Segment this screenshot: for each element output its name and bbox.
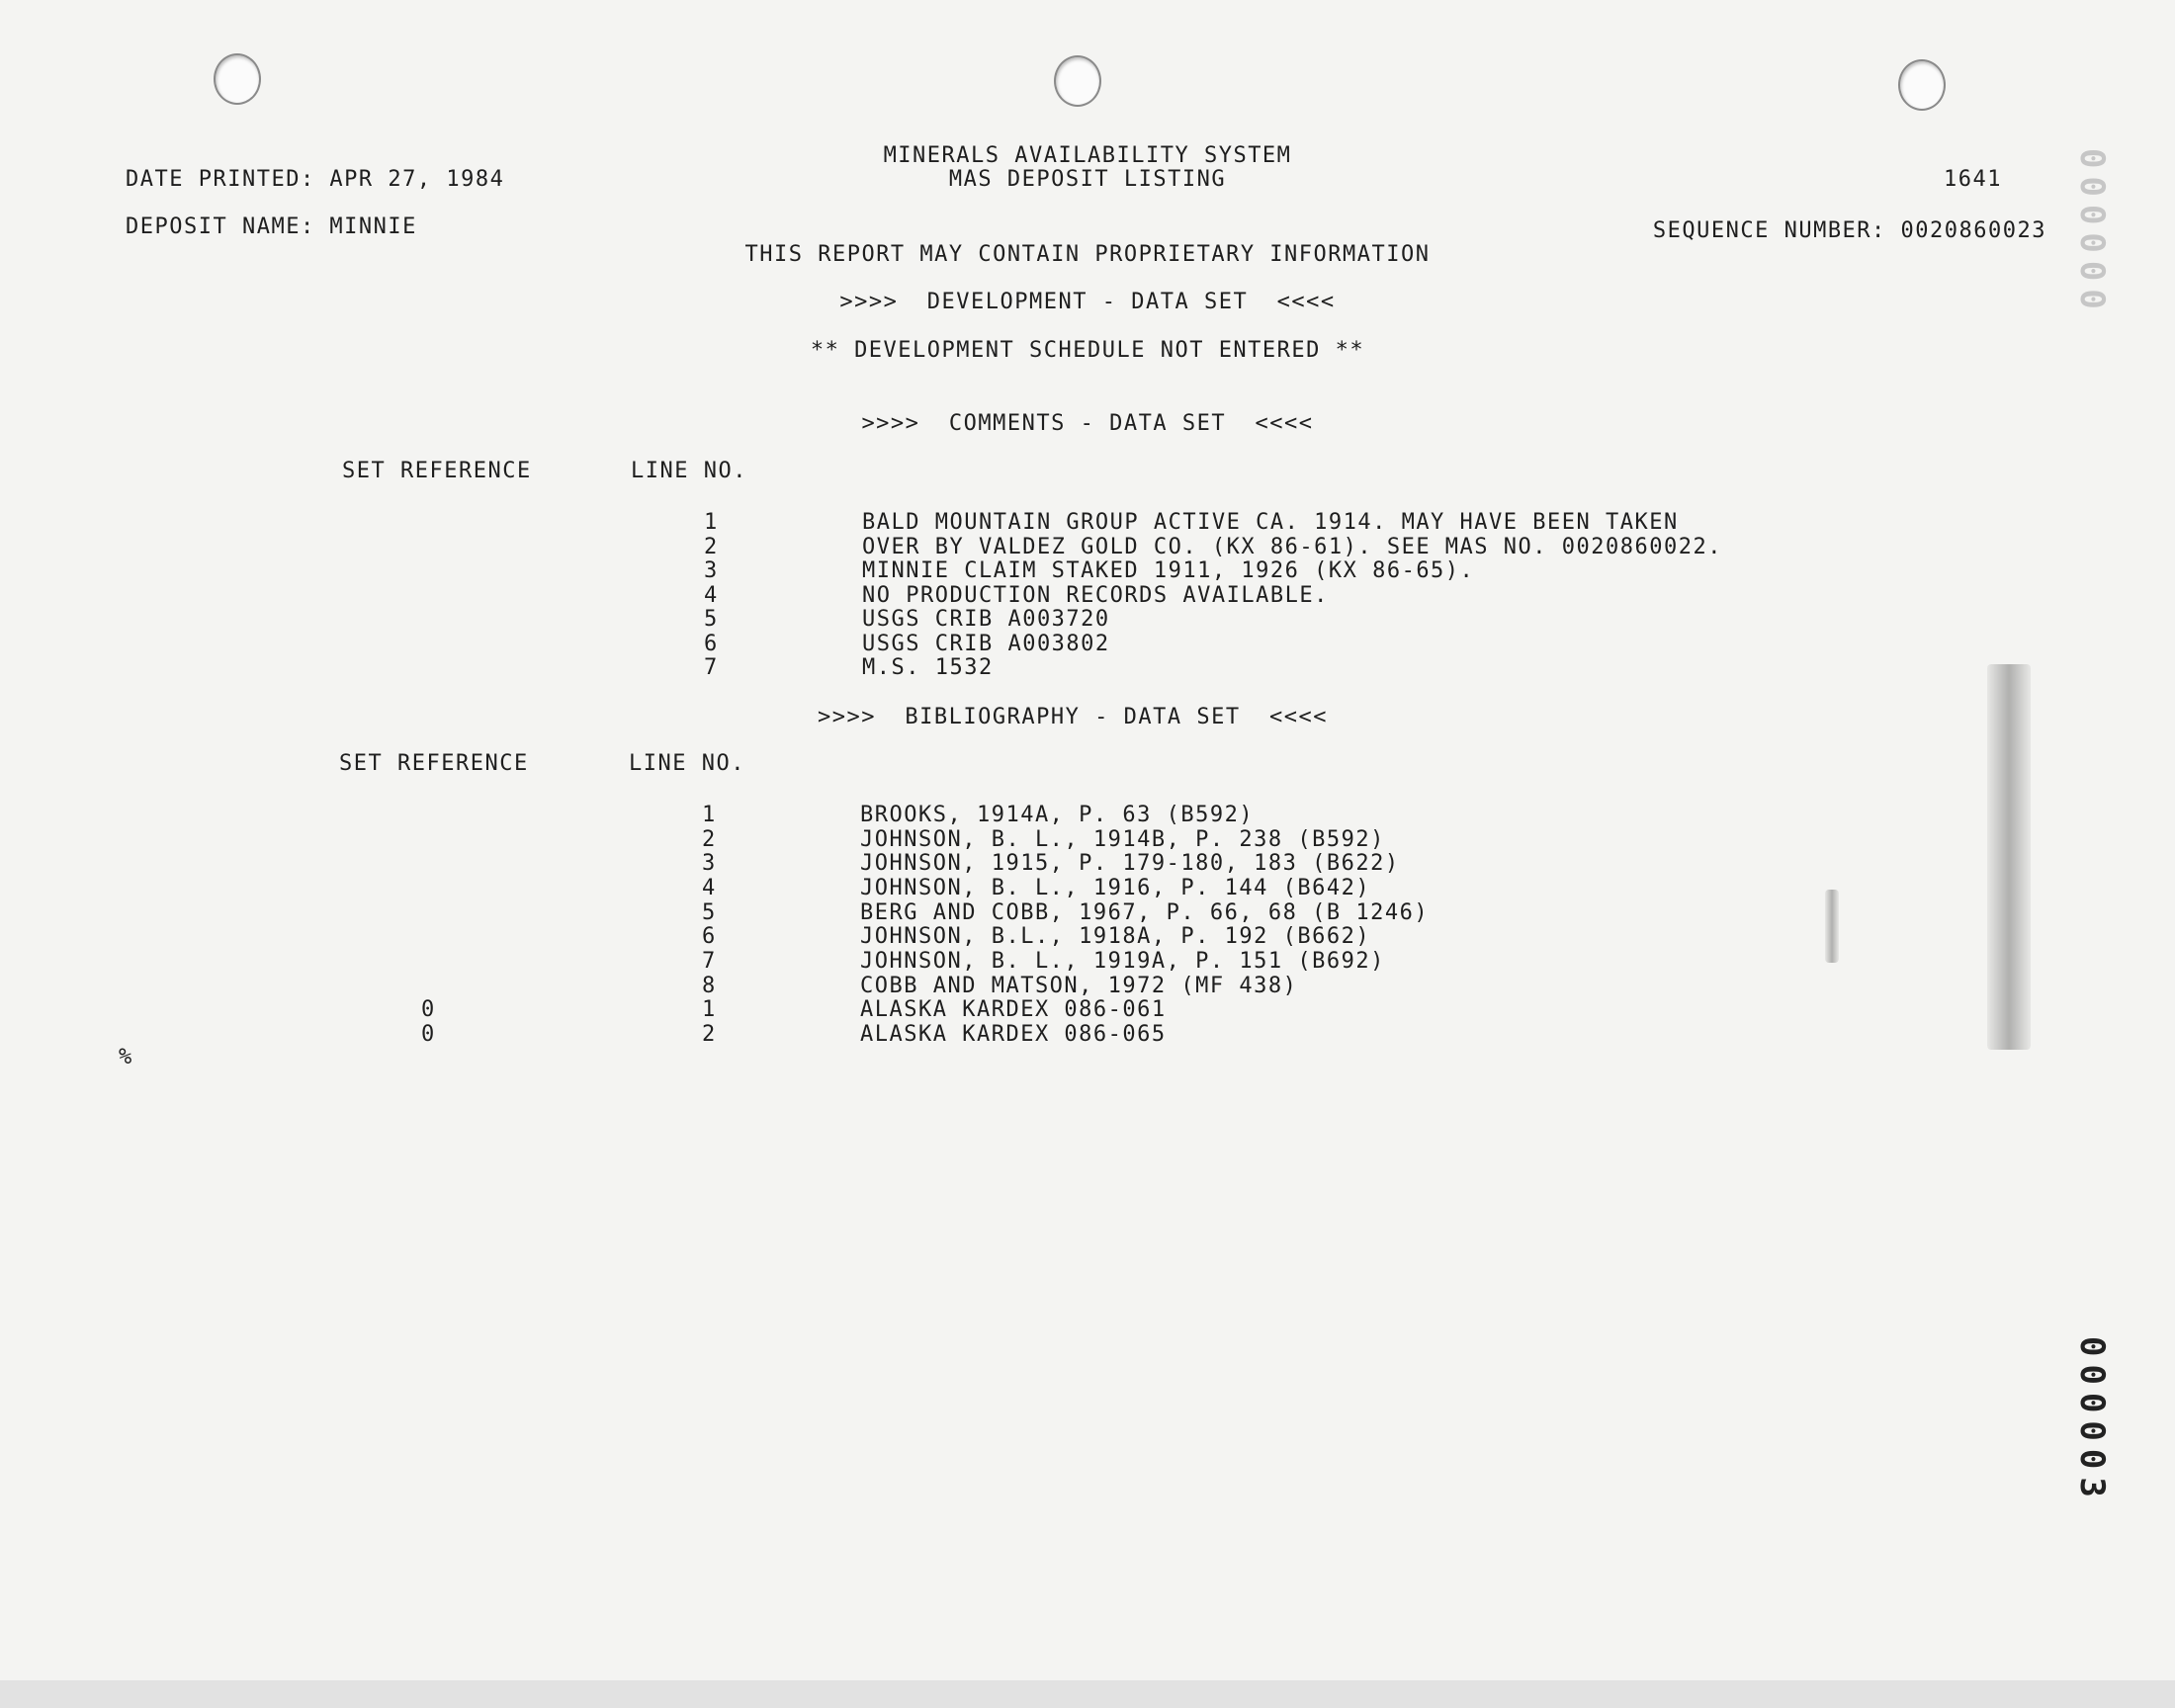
reference-text: JOHNSON, B. L., 1919A, P. 151 (B692) (860, 949, 1385, 974)
comment-text: OVER BY VALDEZ GOLD CO. (KX 86-61). SEE MAS NO. 0020860022. (862, 535, 1722, 559)
line-number: 6 (704, 632, 719, 656)
reference-text: JOHNSON, B. L., 1914B, P. 238 (B592) (860, 827, 1385, 852)
reference-text: COBB AND MATSON, 1972 (MF 438) (860, 974, 1298, 998)
scan-edge (0, 1680, 2175, 1708)
line-number: 6 (702, 924, 717, 949)
comment-text: MINNIE CLAIM STAKED 1911, 1926 (KX 86-65). (862, 558, 1475, 583)
line-number: 8 (702, 974, 717, 998)
line-number: 2 (702, 827, 717, 852)
reference-text: JOHNSON, B. L., 1916, P. 144 (B642) (860, 876, 1371, 900)
page-number: 1641 (1944, 167, 2002, 192)
comments-section-title: >>>> COMMENTS - DATA SET <<<< (861, 411, 1314, 436)
punch-hole-right (1898, 59, 1946, 111)
line-number: 1 (702, 803, 717, 827)
system-title: MINERALS AVAILABILITY SYSTEM (883, 143, 1292, 168)
comment-text: NO PRODUCTION RECORDS AVAILABLE. (862, 583, 1329, 608)
comments-col-set-reference: SET REFERENCE (342, 459, 532, 483)
line-number: 5 (704, 607, 719, 632)
bibliography-col-set-reference: SET REFERENCE (339, 751, 529, 776)
listing-title: MAS DEPOSIT LISTING (948, 167, 1227, 192)
comment-text: USGS CRIB A003720 (862, 607, 1110, 632)
proprietary-notice: THIS REPORT MAY CONTAIN PROPRIETARY INFORMATION (744, 242, 1431, 267)
reference-text: JOHNSON, B.L., 1918A, P. 192 (B662) (860, 924, 1371, 949)
bibliography-section-title: >>>> BIBLIOGRAPHY - DATA SET <<<< (817, 705, 1329, 729)
punch-hole-center (1054, 55, 1101, 107)
line-number: 4 (702, 876, 717, 900)
reference-text: BROOKS, 1914A, P. 63 (B592) (860, 803, 1255, 827)
punch-hole-left (214, 53, 261, 105)
reference-text: ALASKA KARDEX 086-061 (860, 997, 1167, 1022)
deposit-name: DEPOSIT NAME: MINNIE (126, 214, 417, 239)
reference-text: BERG AND COBB, 1967, P. 66, 68 (B 1246) (860, 900, 1430, 925)
footer-mark: % (119, 1045, 133, 1069)
line-number: 2 (704, 535, 719, 559)
line-number: 2 (702, 1022, 717, 1047)
development-section-title: >>>> DEVELOPMENT - DATA SET <<<< (839, 290, 1336, 314)
reference-text: ALASKA KARDEX 086-065 (860, 1022, 1167, 1047)
comment-text: M.S. 1532 (862, 655, 994, 680)
scan-smudge (1825, 890, 1839, 963)
line-number: 3 (704, 558, 719, 583)
date-printed: DATE PRINTED: APR 27, 1984 (126, 167, 505, 192)
page-stamp-top: 000000 (2072, 148, 2112, 317)
set-reference: 0 (421, 1022, 436, 1047)
comments-col-line-no: LINE NO. (631, 459, 747, 483)
comment-text: USGS CRIB A003802 (862, 632, 1110, 656)
line-number: 3 (702, 851, 717, 876)
bibliography-col-line-no: LINE NO. (629, 751, 745, 776)
line-number: 7 (702, 949, 717, 974)
page-stamp-bottom: 000003 (2072, 1336, 2112, 1505)
comment-text: BALD MOUNTAIN GROUP ACTIVE CA. 1914. MAY HAVE BEEN TAKEN (862, 510, 1679, 535)
sequence-number: SEQUENCE NUMBER: 0020860023 (1652, 218, 2046, 243)
set-reference: 0 (421, 997, 436, 1022)
reference-text: JOHNSON, 1915, P. 179-180, 183 (B622) (860, 851, 1400, 876)
line-number: 4 (704, 583, 719, 608)
line-number: 1 (702, 997, 717, 1022)
line-number: 1 (704, 510, 719, 535)
development-notice: ** DEVELOPMENT SCHEDULE NOT ENTERED ** (810, 338, 1365, 363)
line-number: 5 (702, 900, 717, 925)
line-number: 7 (704, 655, 719, 680)
scan-smudge (1987, 664, 2031, 1050)
